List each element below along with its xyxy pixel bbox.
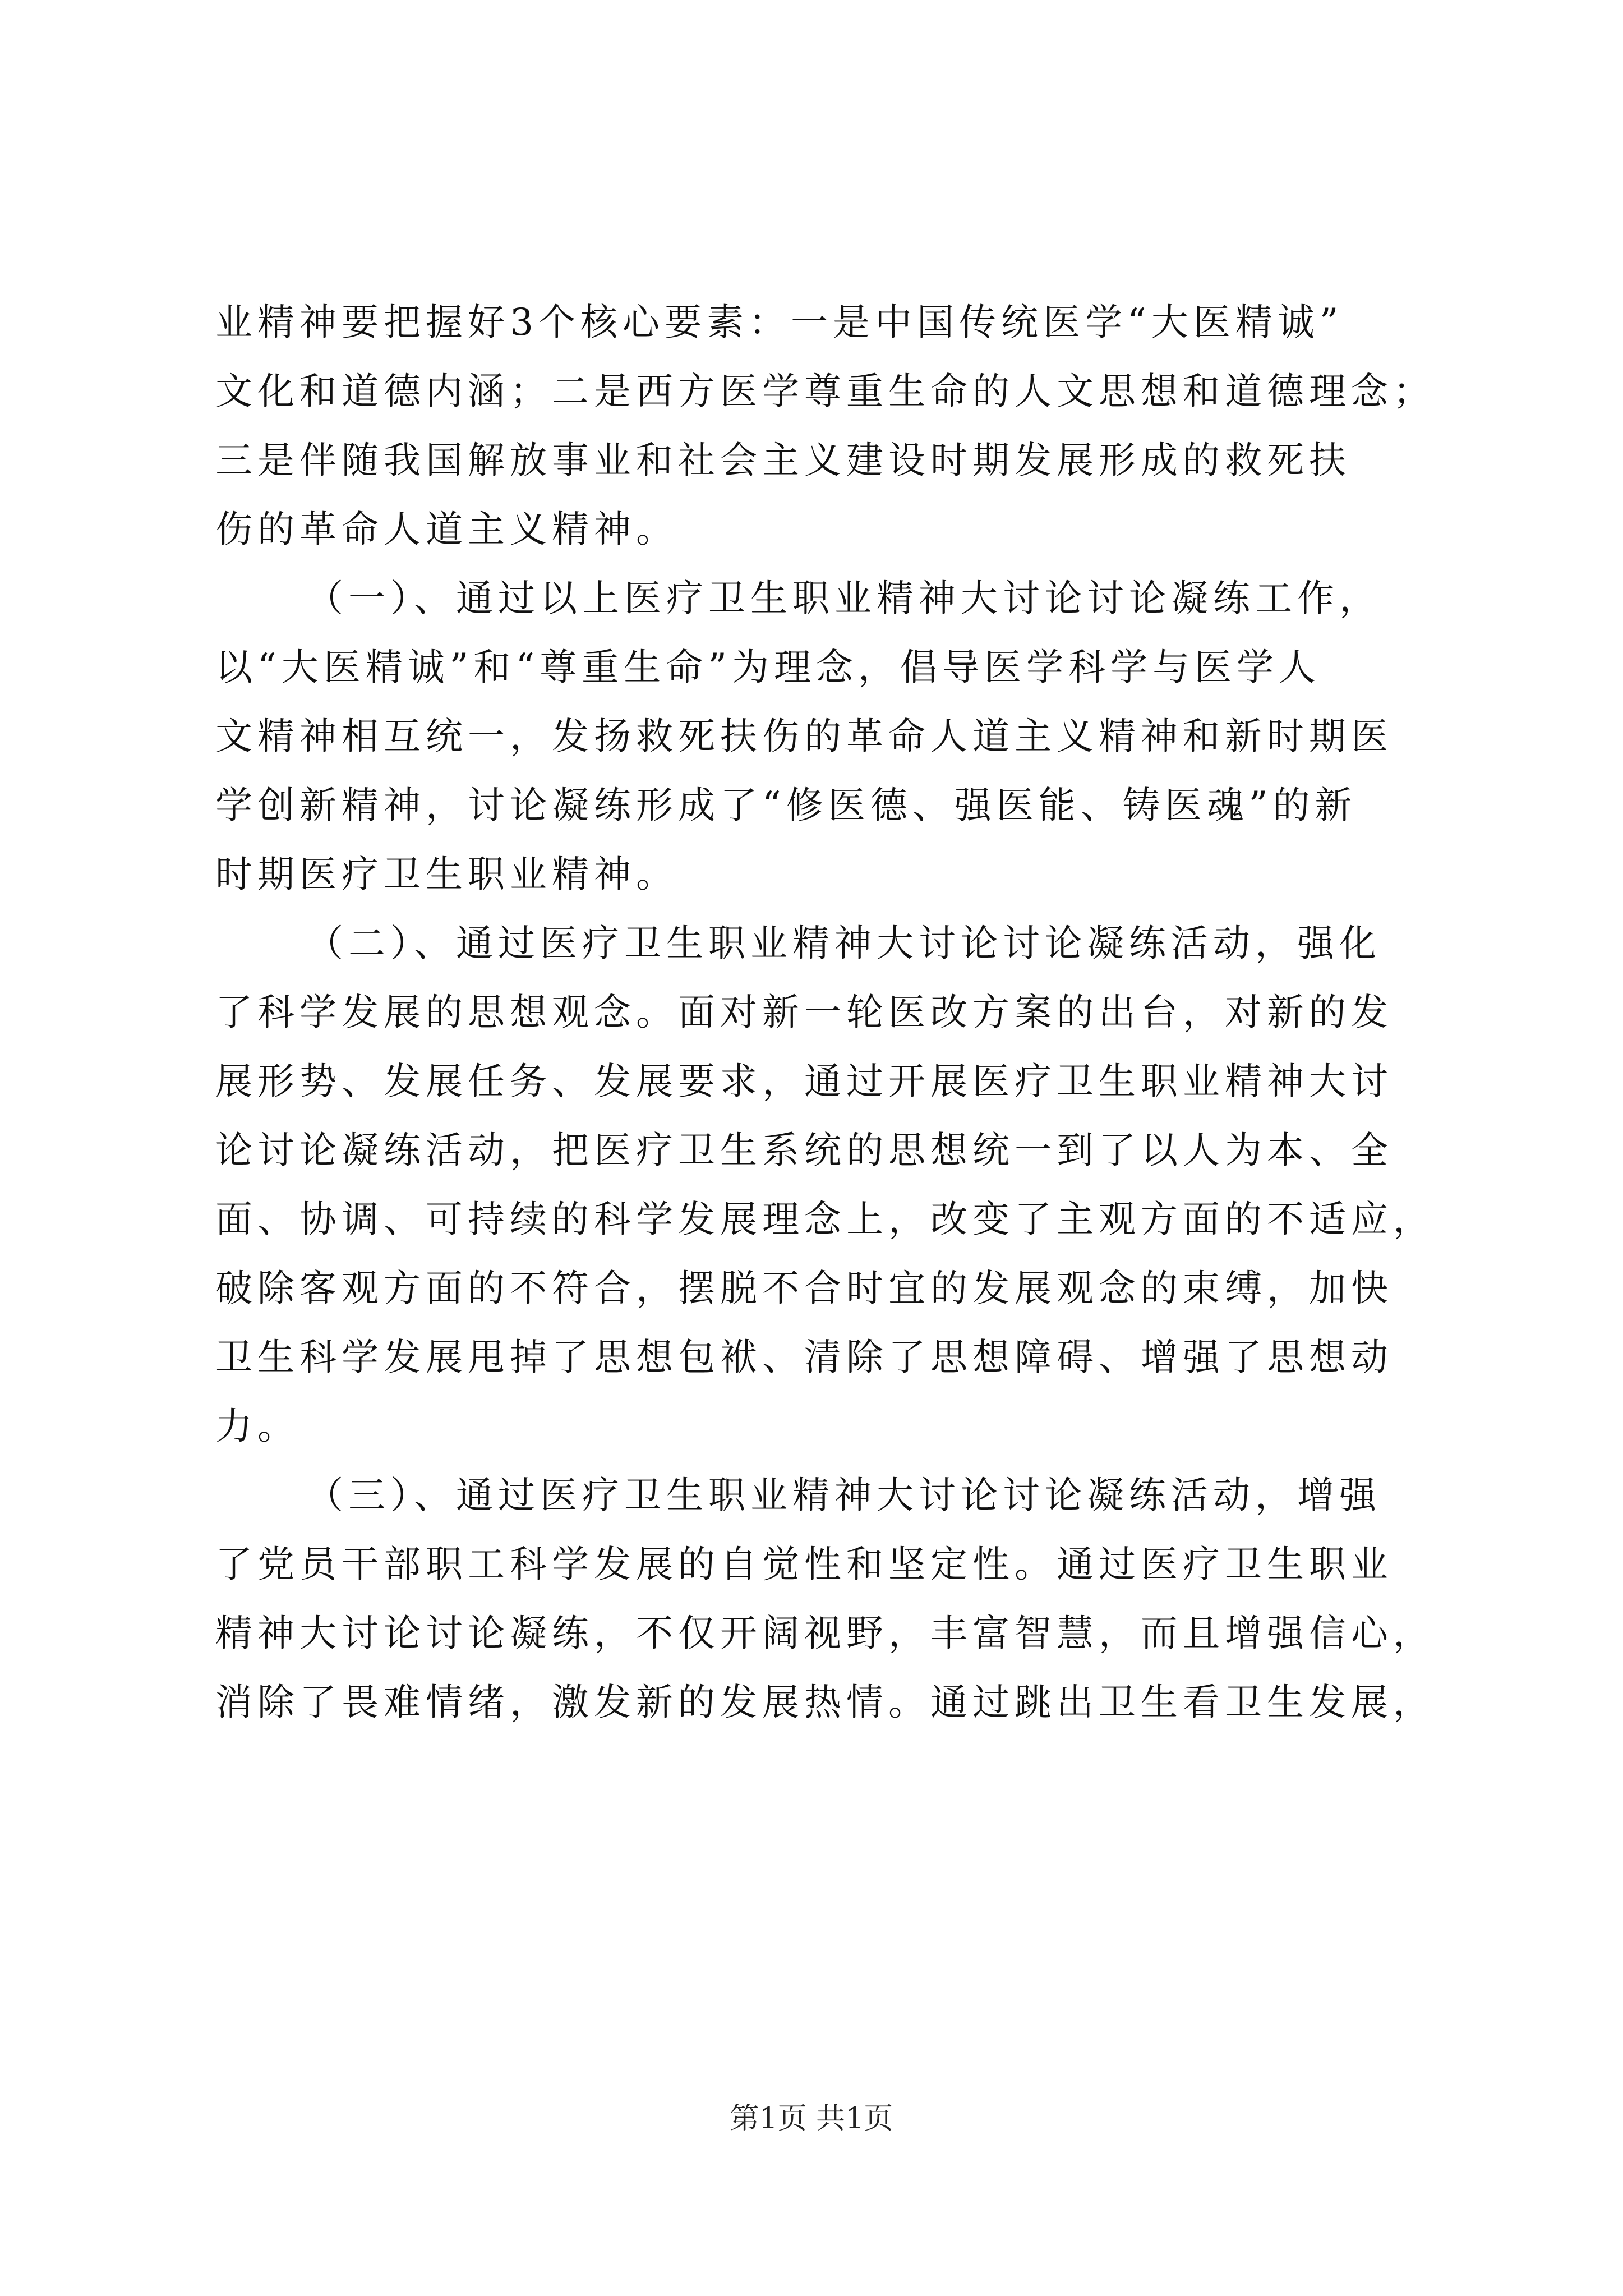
body-line: 三是伴随我国解放事业和社会主义建设时期发展形成的救死扶 bbox=[215, 439, 1351, 482]
body-line: 论讨论凝练活动，把医疗卫生系统的思想统一到了以人为本、全 bbox=[215, 1129, 1393, 1172]
body-line: 伤的革命人道主义精神。 bbox=[215, 508, 678, 551]
page-footer bbox=[0, 2099, 1623, 2138]
body-line: 文精神相互统一，发扬救死扶伤的革命人道主义精神和新时期医 bbox=[215, 715, 1393, 758]
body-line: 学创新精神，讨论凝练形成了“修医德、强医能、铸医魂”的新 bbox=[215, 784, 1357, 827]
body-line: 力。 bbox=[215, 1405, 299, 1448]
body-line: 以“大医精诚”和“尊重生命”为理念，倡导医学科学与医学人 bbox=[215, 646, 1321, 689]
body-line: 了科学发展的思想观念。面对新一轮医改方案的出台，对新的发 bbox=[215, 991, 1393, 1034]
body-line: 精神大讨论讨论凝练，不仅开阔视野，丰富智慧，而且增强信心， bbox=[215, 1612, 1435, 1655]
paragraph-start-line: （三）、通过医疗卫生职业精神大讨论讨论凝练活动，增强 bbox=[306, 1474, 1381, 1517]
paragraph-start-line: （二）、通过医疗卫生职业精神大讨论讨论凝练活动，强化 bbox=[306, 922, 1381, 965]
body-line: 业精神要把握好3个核心要素：一是中国传统医学“大医精诚” bbox=[215, 301, 1344, 344]
body-line: 文化和道德内涵；二是西方医学尊重生命的人文思想和道德理念； bbox=[215, 370, 1435, 413]
body-line: 了党员干部职工科学发展的自觉性和坚定性。通过医疗卫生职业 bbox=[215, 1543, 1393, 1586]
body-line: 面、协调、可持续的科学发展理念上，改变了主观方面的不适应， bbox=[215, 1198, 1435, 1241]
body-line: 破除客观方面的不符合，摆脱不合时宜的发展观念的束缚，加快 bbox=[215, 1267, 1393, 1310]
body-line: 时期医疗卫生职业精神。 bbox=[215, 853, 678, 896]
body-line: 卫生科学发展甩掉了思想包袱、清除了思想障碍、增强了思想动 bbox=[215, 1336, 1393, 1379]
page-number-label: 第1页 共1页 bbox=[730, 2102, 893, 2136]
paragraph-start-line: （一）、通过以上医疗卫生职业精神大讨论讨论凝练工作， bbox=[306, 577, 1381, 620]
body-line: 展形势、发展任务、发展要求，通过开展医疗卫生职业精神大讨 bbox=[215, 1060, 1393, 1103]
body-line: 消除了畏难情绪，激发新的发展热情。通过跳出卫生看卫生发展， bbox=[215, 1681, 1435, 1724]
